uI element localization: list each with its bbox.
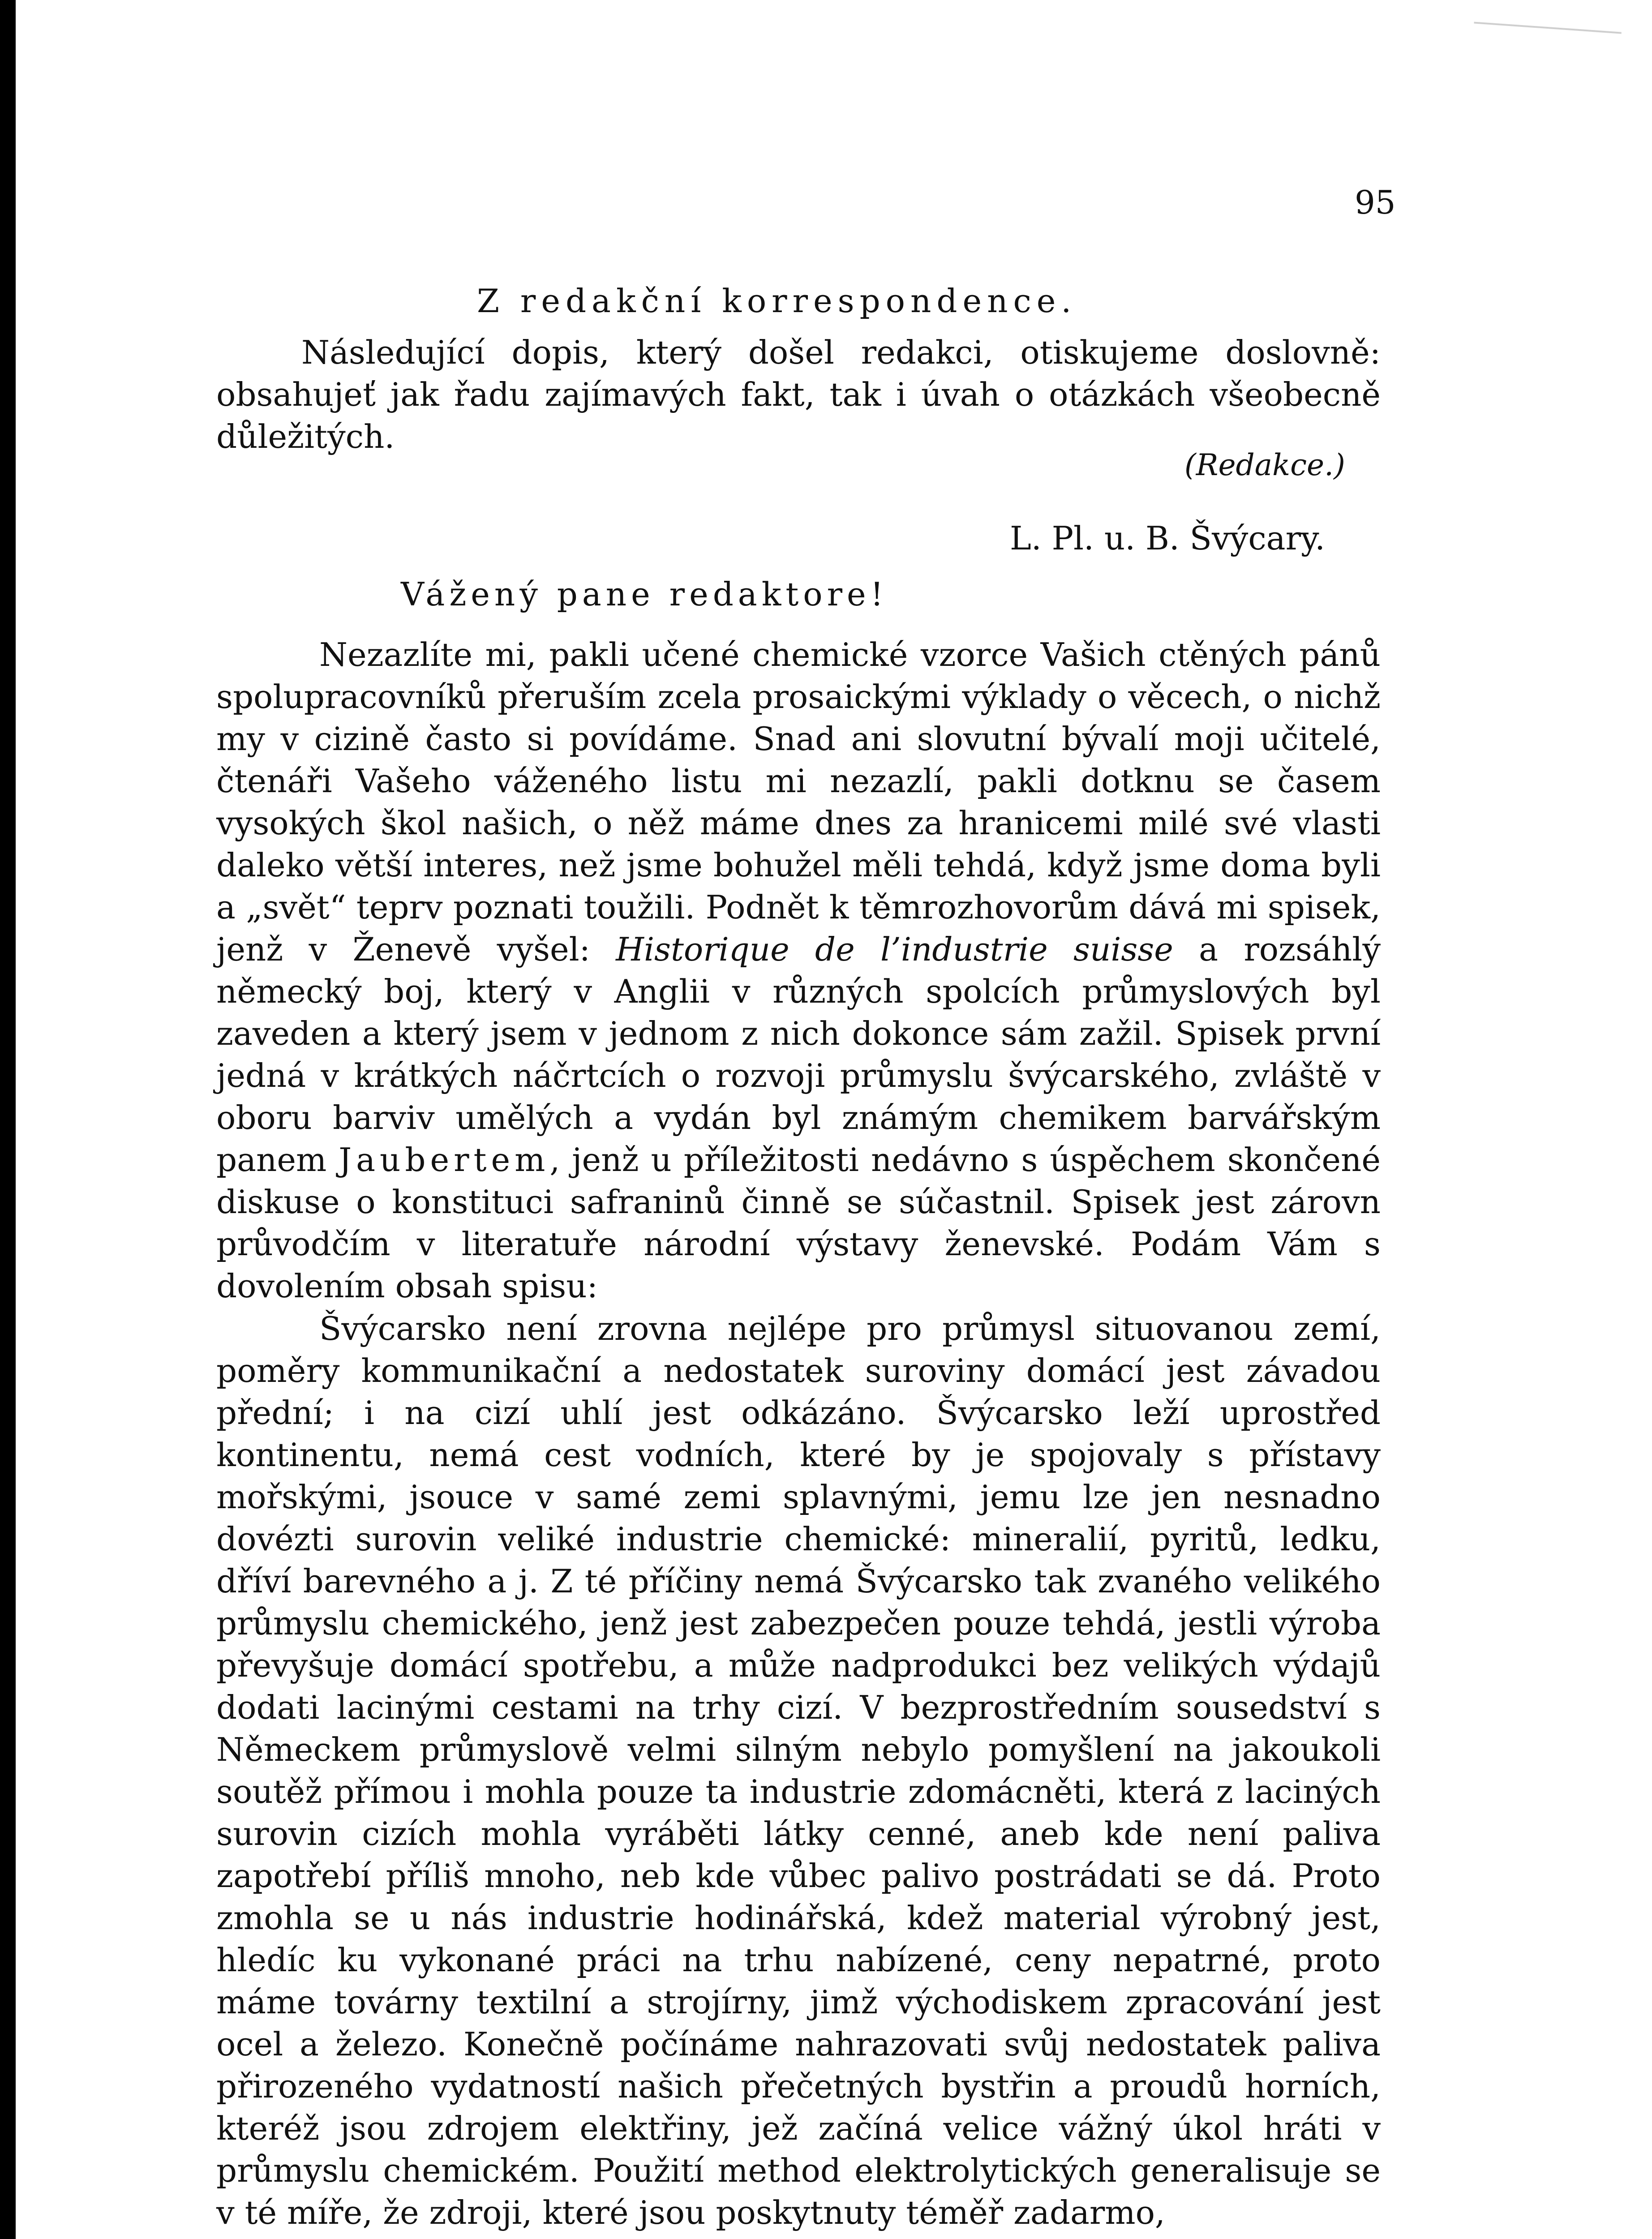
letter-place: L. Pl. u. B. Švýcary. [1010, 519, 1326, 557]
paragraph-1-text-b: a rozsáhlý německý boj, který v Anglii v různých spolcích průmyslových byl zaveden a který jsem v jednom z nich dokonce sám zažil. Spisek první jedná v krátkých náčrtcích o rozvoji průmyslu švýcarského, zvláště v oboru barviv umělých a vydán byl známým chemikem barvářským panem [216, 931, 1381, 1179]
paragraph-1-text-a: Nezazlíte mi, pakli učené chemické vzorce Vašich ctěných pánů spolupracovníků přeruším zcela prosaickými výklady o věcech, o nichž my v cizině často si povídáme. Snad ani slovutní bývalí moji učitelé, čtenáři Vašeho váženého listu mi nezazlí, pakli dotknu se časem vysokých škol našich, o něž máme dnes za hranicemi milé své vlasti daleko větší interes, než jsme bohužel měli tehdá, když jsme doma byli a „svět“ teprv poznati toužili. Podnět k těmrozhovorům dává mi spisek, jenž v Ženevě vyšel: [216, 636, 1381, 968]
scanned-page [16, 0, 1652, 2239]
letter-paragraph-2: Švýcarsko není zrovna nejlépe pro průmysl situovanou zemí, poměry kommunikační a nedostatek suroviny domácí jest závadou přední; i na cizí uhlí jest odkázáno. Švýcarsko leží uprostřed kontinentu, nemá cest vodních, které by je spojovaly s přístavy mořskými, jsouce v samé zemi splavnými, jemu lze jen nesnadno dovézti surovin veliké industrie chemické: mineralií, pyritů, ledku, dříví barevného a j. Z té příčiny nemá Švýcarsko tak zvaného velikého průmyslu chemického, jenž jest zabezpečen pouze tehdá, jestli výroba převyšuje domácí spotřebu, a může nadprodukci bez velikých výdajů dodati lacinými cestami na trhy cizí. V bezprostředním sousedství s Německem průmyslově velmi silným nebylo pomyšlení na jakoukoli soutěž přímou i mohla pouze ta industrie zdomácněti, která z laciných surovin cizích mohla vyráběti látky cenné, aneb kde není paliva zapotřebí příliš mnoho, neb kde vůbec palivo postrádati se dá. Proto zmohla se u nás industrie hodinářská, kdež material výrobný jest, hledíc ku vykonané práci na trhu nabízené, ceny nepatrné, proto máme továrny textilní a strojírny, jimž východiskem zpracování jest ocel a železo. Konečně počínáme nahrazovati svůj nedostatek paliva přirozeného vydatností našich přečetných bystřin a proudů horních, kteréž jsou zdrojem elektřiny, jež začíná velice vážný úkol hráti v průmyslu chemickém. Použití method elektrolytických generalisuje se v té míře, že zdroji, které jsou poskytnuty téměř zadarmo, [216, 1310, 1381, 2231]
section-heading: Z redakční korrespondence. [477, 282, 1077, 320]
book-title: Historique de l’industrie suisse [616, 931, 1173, 968]
page-number: 95 [1355, 184, 1396, 221]
letter-salutation: Vážený pane redaktore! [401, 575, 888, 613]
scan-edge-mark [1472, 22, 1622, 61]
editor-signature: (Redakce.) [1184, 448, 1345, 482]
person-name: Jaubertem [339, 1141, 550, 1179]
letter-paragraph-1 [216, 634, 1381, 1307]
paragraph-1-text-c: , jenž u příležitosti nedávno s úspěchem skončené diskuse o konstituci safraninů činně se súčastnil. Spisek jest zárovn průvodčím v literatuře národní výstavy ženevské. Podám Vám s dovolením obsah spisu: [216, 1141, 1381, 1305]
intro-paragraph: Následující dopis, který došel redakci, otiskujeme doslovně: obsahujeť jak řadu zajímavých fakt, tak i úvah o otázkách všeobecně důležitých. [216, 334, 1381, 455]
